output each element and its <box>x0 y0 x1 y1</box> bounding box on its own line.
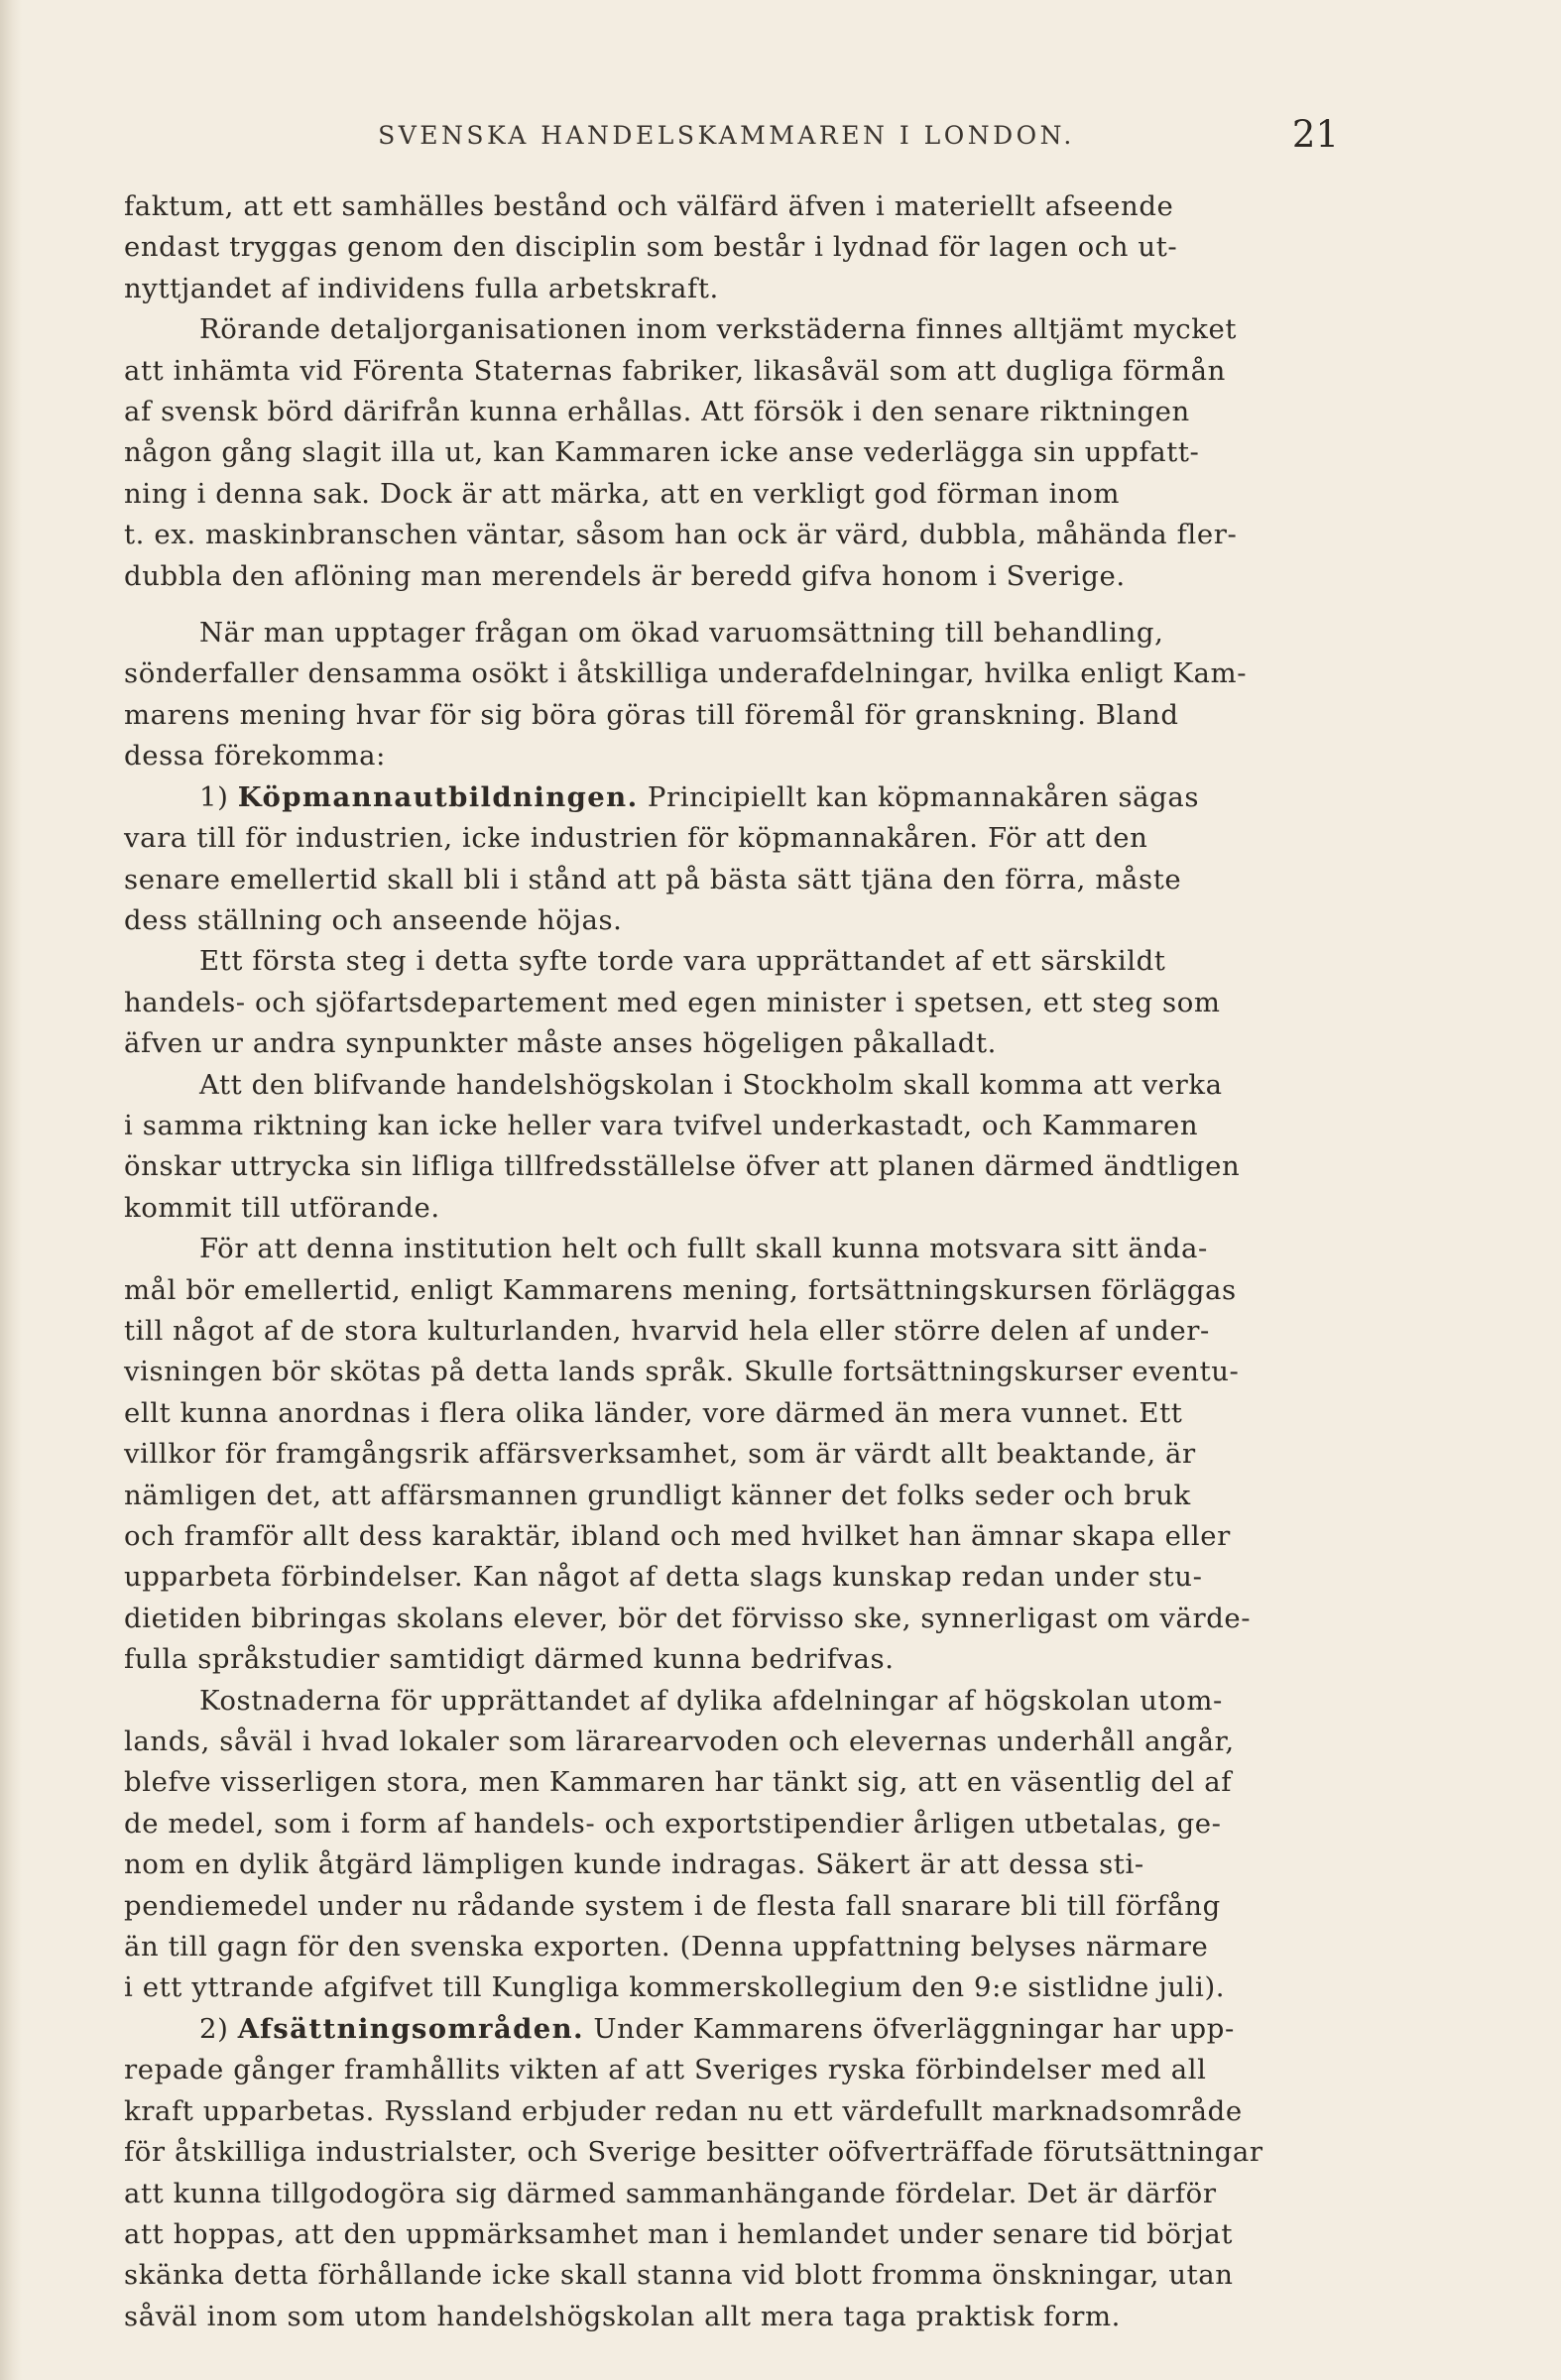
text-line: Rörande detaljorganisationen inom verkstäderna finnes alltjämt mycket <box>199 313 1238 346</box>
text-line: marens mening hvar för sig böra göras till föremål för granskning. Bland <box>124 698 1179 731</box>
text-line: skänka detta förhållande icke skall stanna vid blott fromma önskningar, utan <box>124 2259 1234 2292</box>
text-line: blefve visserligen stora, men Kammaren har tänkt sig, att en väsentlig del af <box>124 1766 1232 1799</box>
text-line: senare emellertid skall bli i stånd att på bästa sätt tjäna den förra, måste <box>124 863 1182 895</box>
section-lead-text: Under Kammarens öfverläggningar har upp- <box>593 2012 1235 2045</box>
text-line: dietiden bibringas skolans elever, bör det förvisso ske, synnerligast om värde- <box>124 1602 1252 1634</box>
text-line: till något af de stora kulturlanden, hvarvid hela eller större delen af under- <box>124 1314 1210 1347</box>
text-line: såväl inom som utom handelshögskolan allt mera taga praktisk form. <box>124 2300 1121 2332</box>
body-text <box>124 186 1329 2337</box>
text-line: önskar uttrycka sin lifliga tillfredsställelse öfver att planen därmed ändtligen <box>124 1150 1241 1183</box>
text-line: dessa förekomma: <box>124 740 387 773</box>
text-line: repade gånger framhållits vikten af att Sveriges ryska förbindelser med all <box>124 2054 1207 2086</box>
text-line: För att denna institution helt och fullt skall kunna motsvara sitt ända- <box>199 1233 1208 1265</box>
text-line: af svensk börd därifrån kunna erhållas. Att försök i den senare riktningen <box>124 396 1190 428</box>
text-line: pendiemedel under nu rådande system i de flesta fall snarare bli till förfång <box>124 1889 1221 1922</box>
running-head <box>124 113 1339 173</box>
section-heading-line <box>124 2009 1329 2050</box>
text-line: någon gång slagit illa ut, kan Kammaren icke anse vederlägga sin uppfatt- <box>124 436 1200 469</box>
text-line: handels- och sjöfartsdepartement med egen minister i spetsen, ett steg som <box>124 986 1221 1018</box>
text-line: och framför allt dess karaktär, ibland och med hvilket han ämnar skapa eller <box>124 1520 1231 1552</box>
text-line: än till gagn för den svenska exporten. (Denna uppfattning belyses närmare <box>124 1931 1209 1964</box>
section-number: 2) <box>199 2012 229 2045</box>
text-line: mål bör emellertid, enligt Kammarens mening, fortsättningskursen förläggas <box>124 1273 1237 1306</box>
text-line: nom en dylik åtgärd lämpligen kunde indragas. Säkert är att dessa sti- <box>124 1848 1144 1881</box>
text-line: Kostnaderna för upprättandet af dylika afdelningar af högskolan utom- <box>199 1684 1223 1717</box>
scan-edge <box>0 0 22 2380</box>
running-title: SVENSKA HANDELSKAMMAREN I LONDON. <box>378 121 1075 150</box>
section-lead-text: Principiellt kan köpmannakåren sägas <box>647 780 1200 813</box>
text-line: ellt kunna anordnas i flera olika länder, vore därmed än mera vunnet. Ett <box>124 1396 1183 1429</box>
text-line: dess ställning och anseende höjas. <box>124 903 623 936</box>
page-number: 21 <box>1291 113 1339 156</box>
text-line: Att den blifvande handelshögskolan i Stockholm skall komma att verka <box>199 1068 1223 1101</box>
text-line: ning i denna sak. Dock är att märka, att en verkligt god förman inom <box>124 477 1121 510</box>
text-line: visningen bör skötas på detta lands språk. Skulle fortsättningskurser eventu- <box>124 1356 1240 1388</box>
text-line: de medel, som i form af handels- och exportstipendier årligen utbetalas, ge- <box>124 1807 1222 1840</box>
section-heading-line <box>124 777 1329 818</box>
text-line: äfven ur andra synpunkter måste anses högeligen påkalladt. <box>124 1027 997 1060</box>
text-line: fulla språkstudier samtidigt därmed kunna bedrifvas. <box>124 1643 895 1676</box>
text-line: nämligen det, att affärsmannen grundligt känner det folks seder och bruk <box>124 1479 1191 1511</box>
text-line: endast tryggas genom den disciplin som består i lydnad för lagen och ut- <box>124 231 1178 264</box>
paragraph-gap <box>124 597 1329 613</box>
text-line: vara till för industrien, icke industrien för köpmannakåren. För att den <box>124 822 1148 855</box>
section-title: Afsättningsområden. <box>237 2012 584 2045</box>
text-line: När man upptager frågan om ökad varuomsättning till behandling, <box>199 617 1164 650</box>
text-line: Ett första steg i detta syfte torde vara upprättandet af ett särskildt <box>199 945 1166 978</box>
text-line: sönderfaller densamma osökt i åtskilliga underafdelningar, hvilka enligt Kam- <box>124 657 1248 690</box>
section-number: 1) <box>199 780 229 813</box>
text-line: i samma riktning kan icke heller vara tvifvel underkastadt, och Kammaren <box>124 1109 1199 1141</box>
text-line: att hoppas, att den uppmärksamhet man i hemlandet under senare tid börjat <box>124 2217 1234 2250</box>
text-line: faktum, att ett samhälles bestånd och välfärd äfven i materiellt afseende <box>124 190 1174 222</box>
text-line: att kunna tillgodogöra sig därmed sammanhängande fördelar. Det är därför <box>124 2177 1217 2209</box>
text-line: i ett yttrande afgifvet till Kungliga kommerskollegium den 9:e sistlidne juli). <box>124 1971 1226 2004</box>
text-line: upparbeta förbindelser. Kan något af detta slags kunskap redan under stu- <box>124 1561 1203 1594</box>
text-line: kommit till utförande. <box>124 1191 440 1224</box>
text-line: villkor för framgångsrik affärsverksamhet, som är värdt allt beaktande, är <box>124 1438 1196 1471</box>
page-content <box>124 113 1339 2337</box>
text-line: för åtskilliga industrialster, och Sverige besitter oöfverträffade förutsättningar <box>124 2136 1263 2169</box>
text-line: dubbla den aflöning man merendels är beredd gifva honom i Sverige. <box>124 559 1126 592</box>
text-line: att inhämta vid Förenta Staternas fabriker, likasåväl som att dugliga förmån <box>124 354 1226 387</box>
text-line: t. ex. maskinbranschen väntar, såsom han ock är värd, dubbla, måhända fler- <box>124 519 1238 551</box>
text-line: kraft upparbetas. Ryssland erbjuder redan nu ett värdefullt marknadsområde <box>124 2094 1243 2127</box>
text-line: nyttjandet af individens fulla arbetskraft. <box>124 272 719 304</box>
section-title: Köpmannautbildningen. <box>237 780 639 813</box>
text-line: lands, såväl i hvad lokaler som lärarearvoden och elevernas underhåll angår, <box>124 1726 1235 1758</box>
